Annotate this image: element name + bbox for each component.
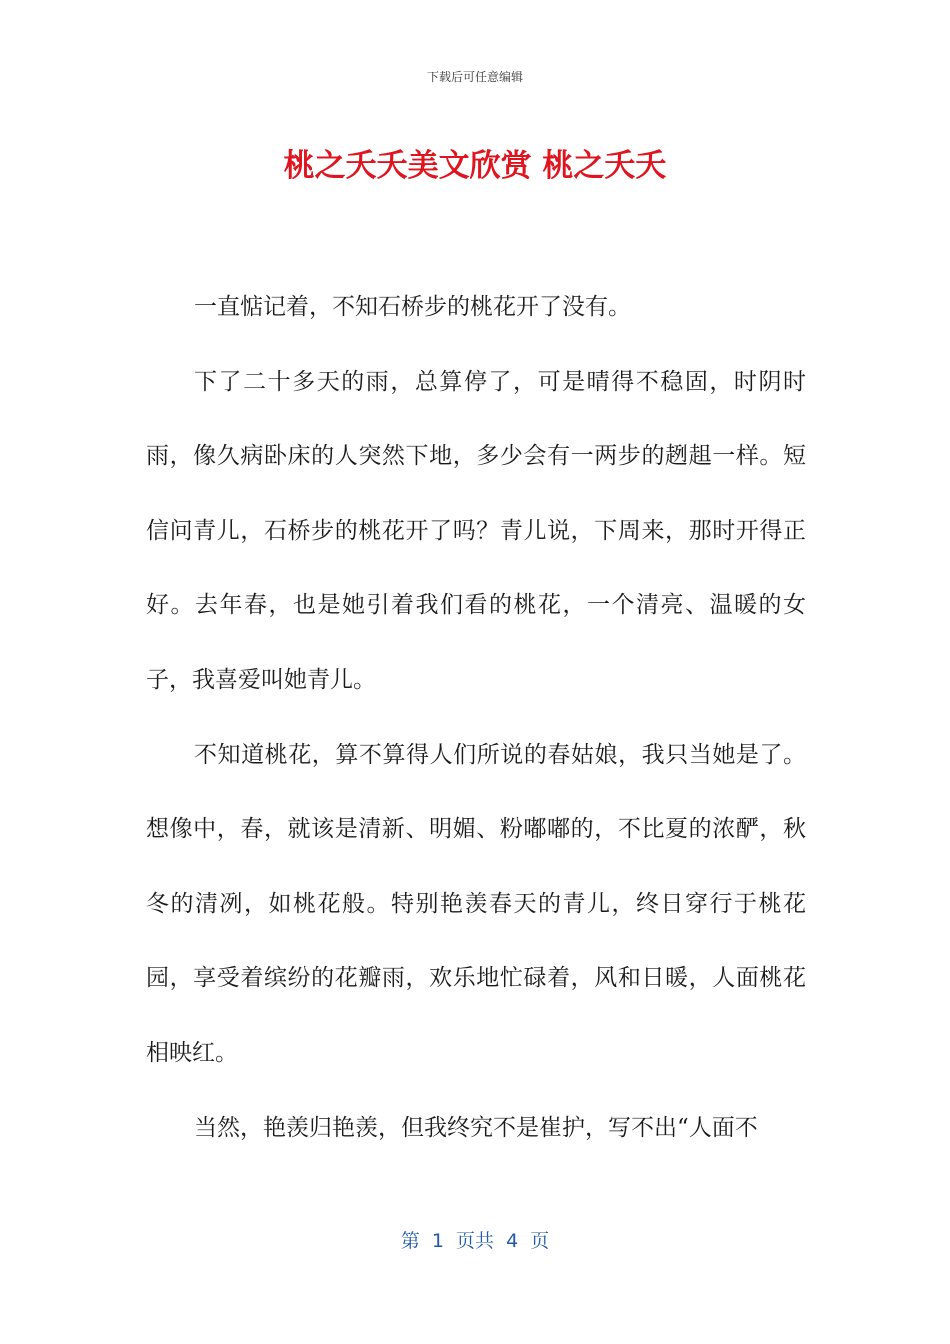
paragraph: 下了二十多天的雨，总算停了，可是晴得不稳固，时阴时雨，像久病卧床的人突然下地，多少会有一两步的趔趄一样。短信问青儿，石桥步的桃花开了吗？青儿说，下周来，那时开得正好。去年春，也是她引着我们看的桃花，一个清亮、温暖的女子，我喜爱叫她青儿。 <box>146 368 806 693</box>
document-body <box>146 270 806 1165</box>
page-number: 第 1 页共 4 页 <box>400 1230 550 1252</box>
header-note: 下载后可任意编辑 <box>426 70 523 84</box>
page-footer <box>0 1226 950 1253</box>
paragraph: 不知道桃花，算不算得人们所说的春姑娘，我只当她是了。想像中，春，就该是清新、明媚、粉嘟嘟的，不比夏的浓酽，秋冬的清冽，如桃花般。特别艳羡春天的青儿，终日穿行于桃花园，享受着缤纷的花瓣雨，欢乐地忙碌着，风和日暖，人面桃花相映红。 <box>146 741 806 1066</box>
document-title: 桃之夭夭美文欣赏 桃之夭夭 <box>283 148 667 184</box>
paragraph: 一直惦记着，不知石桥步的桃花开了没有。 <box>194 294 631 320</box>
paragraph: 当然，艳羡归艳羡，但我终究不是崔护，写不出“人面不 <box>194 1114 758 1141</box>
